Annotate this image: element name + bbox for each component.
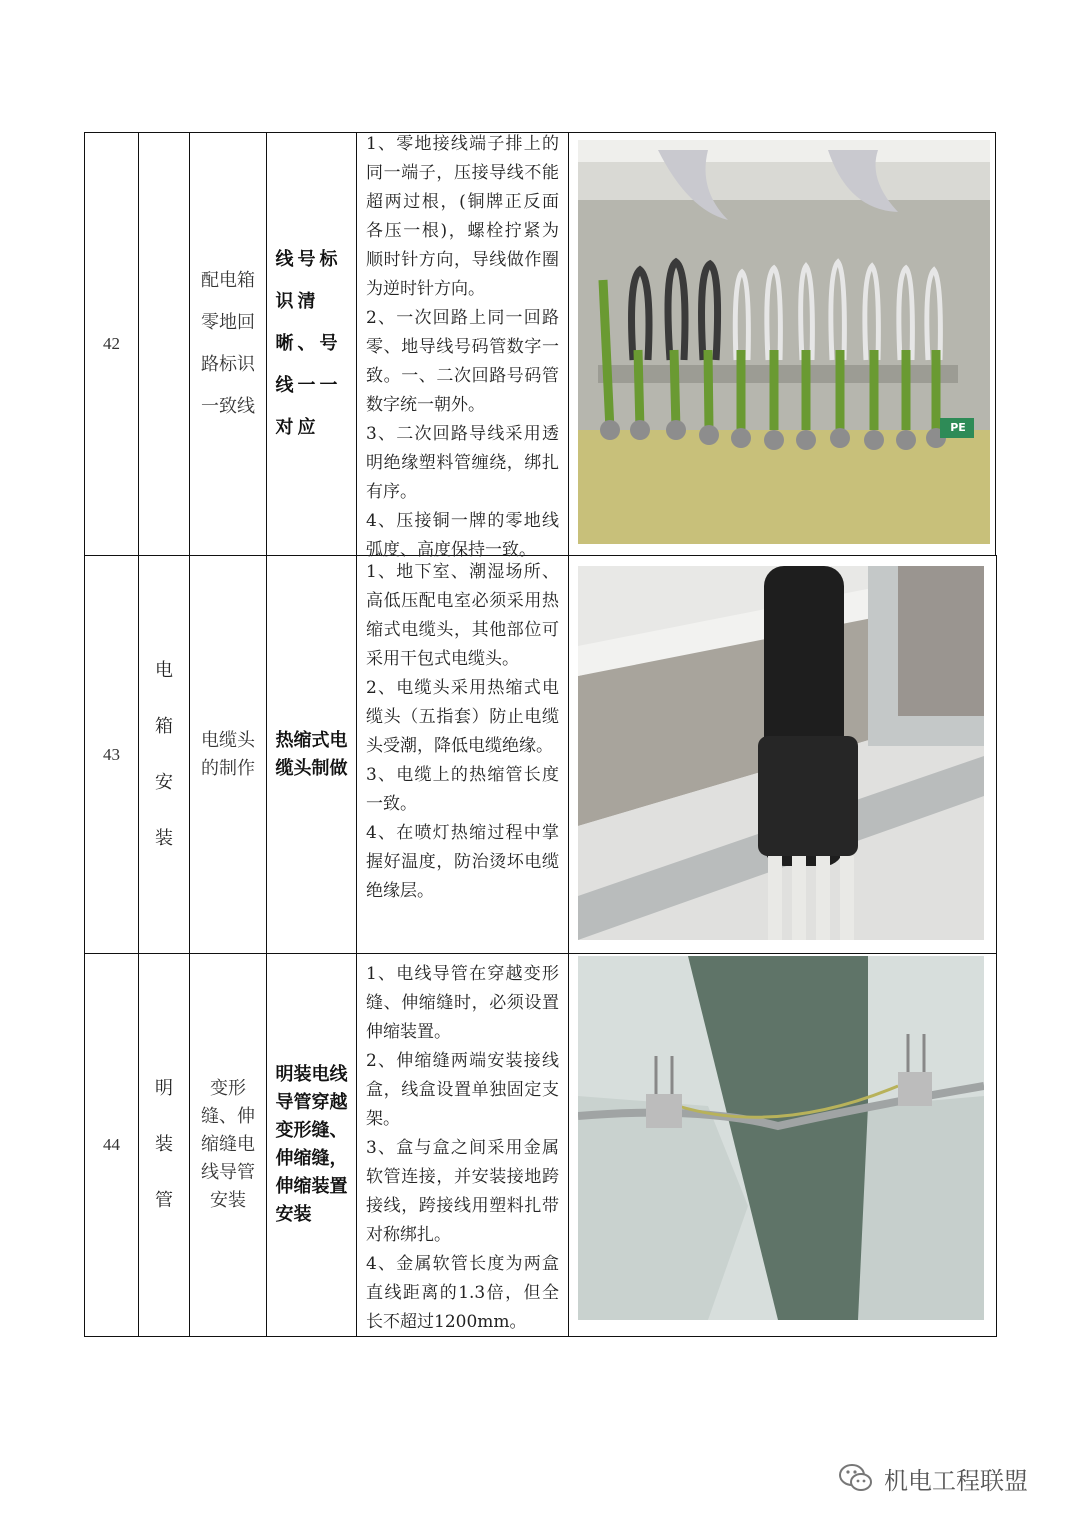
requirement-line: 2、一次回路上同一回路零、地导线号码管数字一致。一、二次回路号码管数字统一朝外。 <box>366 308 559 415</box>
item-cell <box>190 556 266 953</box>
requirement-line: 1、地下室、潮湿场所、高低压配电室必须采用热缩式电缆头，其他部位可采用干包式电缆头。 <box>366 562 559 669</box>
standard-text: 明装电线导管穿越变形缝、伸缩缝，伸缩装置安装 <box>275 1064 348 1225</box>
requirement-line: 2、电缆头采用热缩式电缆头（五指套）防止电缆头受潮，降低电缆绝缘。 <box>366 678 559 756</box>
requirement-line: 1、电线导管在穿越变形缝、伸缩缝时，必须设置伸缩装置。 <box>366 964 559 1042</box>
requirements-cell <box>366 130 559 565</box>
watermark-text: 机电工程联盟 <box>884 1466 1028 1495</box>
photo-terminal-block <box>578 140 990 544</box>
requirement-line: 4、金属软管长度为两盒直线距离的1.3倍，但全长不超过1200mm。 <box>366 1254 559 1332</box>
category-cell <box>139 133 189 555</box>
table-border <box>996 555 997 1337</box>
photo-cable-head <box>578 566 984 940</box>
requirement-line: 3、电缆上的热缩管长度一致。 <box>366 765 559 814</box>
standard-cell <box>267 954 356 1336</box>
category-text: 明装管 <box>155 1078 173 1211</box>
requirement-line: 4、在喷灯热缩过程中掌握好温度，防治烫坏电缆绝缘层。 <box>366 823 559 901</box>
requirement-line: 1、零地接线端子排上的同一端子，压接导线不能超两过根，(铜牌正反面各压一根)，螺栓拧紧为顺时针方向，导线做作圈为逆时针方向。 <box>366 134 559 299</box>
category-cell <box>139 556 189 953</box>
watermark <box>836 1458 1028 1498</box>
row-number: 43 <box>103 744 120 764</box>
standard-cell <box>267 556 356 953</box>
row-number: 44 <box>103 1135 120 1154</box>
requirement-line: 3、二次回路导线采用透明绝缘塑料管缠绕，绑扎有序。 <box>366 424 559 502</box>
pe-label: PE <box>950 421 966 434</box>
wechat-icon <box>836 1458 876 1498</box>
requirement-line: 2、伸缩缝两端安装接线盒，线盒设置单独固定支架。 <box>366 1051 559 1129</box>
item-cell <box>190 954 266 1336</box>
item-cell <box>190 133 266 555</box>
item-text: 配电箱零地回路标识一致线 <box>201 270 255 417</box>
standard-text: 线号标识清晰、号线一一对应 <box>275 249 342 438</box>
column-divider <box>568 132 569 1337</box>
standard-cell <box>267 133 356 555</box>
category-cell <box>139 954 189 1336</box>
row-number: 42 <box>103 334 120 353</box>
requirement-line: 4、压接铜一牌的零地线弧度、高度保持一致。 <box>366 511 559 560</box>
standard-text: 热缩式电缆头制做 <box>275 729 348 779</box>
item-text: 电缆头的制作 <box>201 729 255 779</box>
requirements-cell <box>366 558 559 906</box>
photo-expansion-joint-conduit <box>578 956 984 1320</box>
table-border <box>995 132 996 556</box>
item-text: 变形缝、伸缩缝电线导管安装 <box>201 1078 255 1211</box>
column-divider <box>356 132 357 1337</box>
requirement-line: 3、盒与盒之间采用金属软管连接，并安装接地跨接线，跨接线用塑料扎带对称绑扎。 <box>366 1138 559 1245</box>
requirements-cell <box>366 960 559 1337</box>
category-text: 电箱安装 <box>155 659 173 849</box>
